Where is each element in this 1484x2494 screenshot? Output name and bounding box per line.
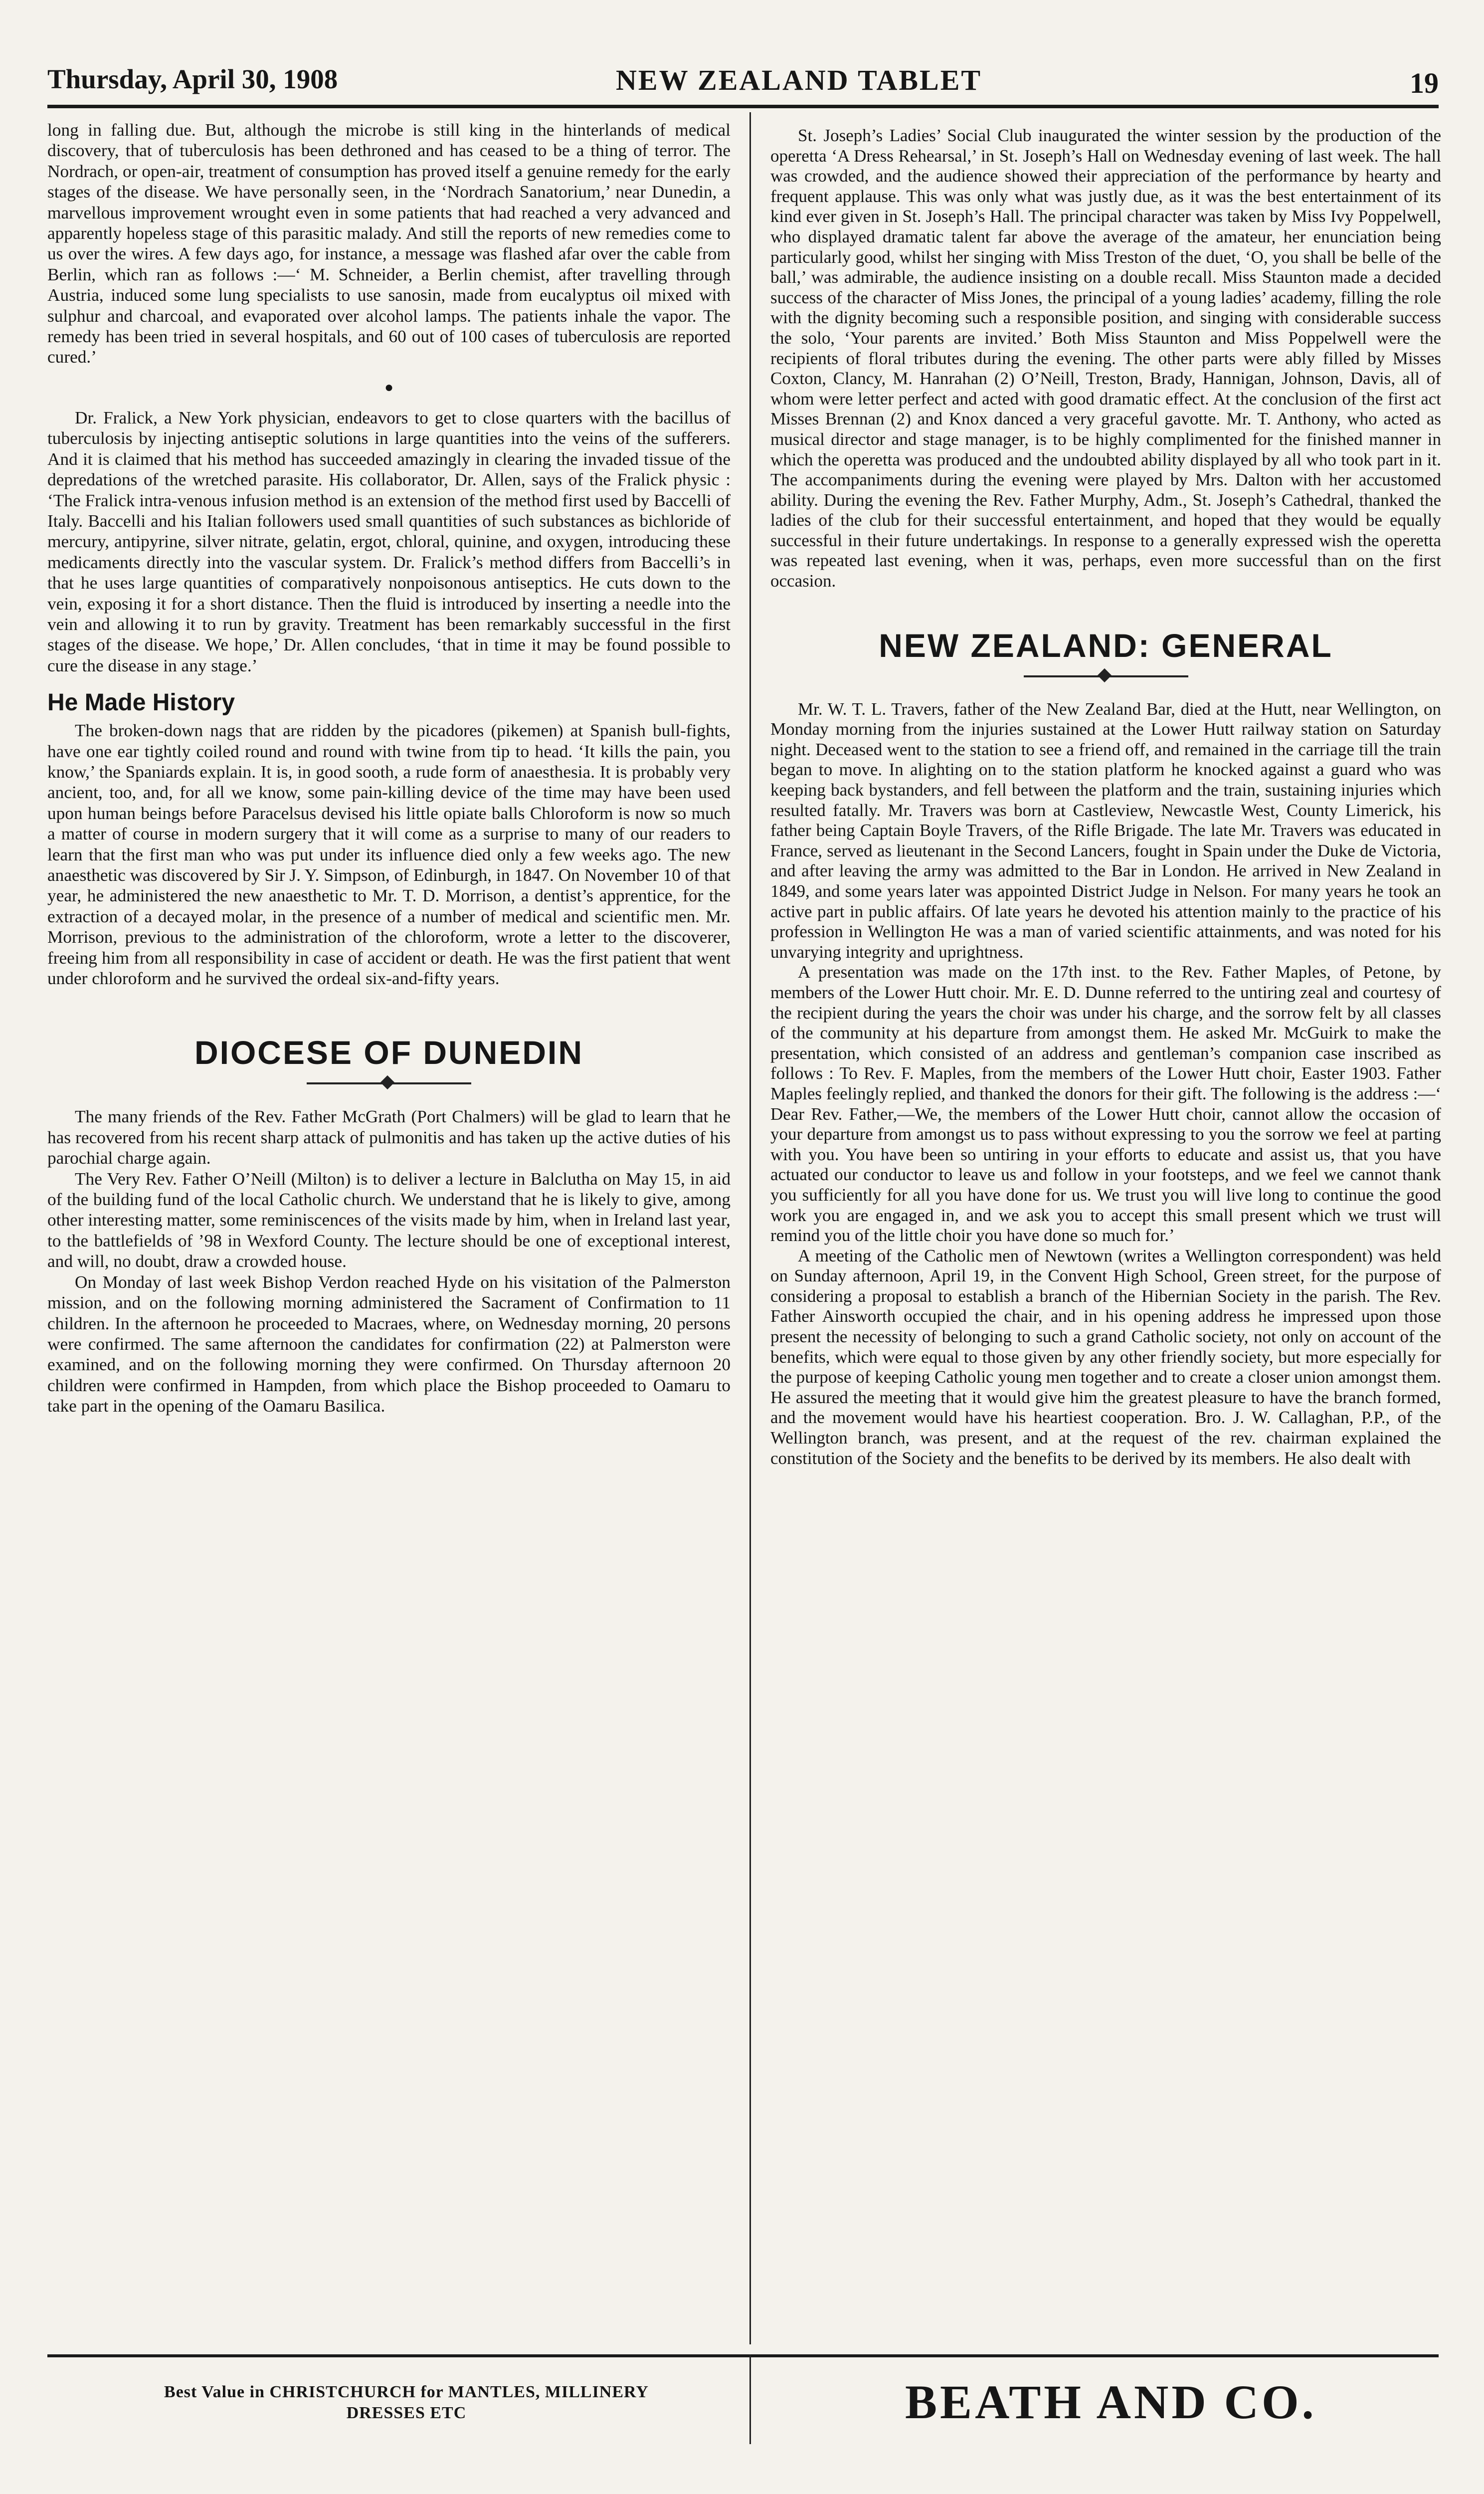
article-paragraph: long in falling due. But, although the microbe is still king in the hinterlands of medical discovery, that of tuberculosis has been dethroned and has ceased to be a thing of terror. The Nordrach, or open-air, treatment of consumption has proved itself a genuine remedy for the early stages of the disease. We have personally seen, in the ‘Nordrach Sanatorium,’ near Dunedin, a marvellous improvement wrought even in some patients that had reached a very advanced and apparently hopeless stage of this parasitic malady. And still the reports of new remedies come to us over the wires. A few days ago, for instance, a message was flashed afar over the cable from Berlin, which ran as follows :—‘ M. Schneider, a Berlin chemist, after travelling through Austria, induced some lung specialists to use sanosin, made from eucalyptus oil mixed with sulphur and charcoal, and evaporated over alcohol lamps. The patients inhale the vapor. The remedy has been tried in several hospitals, and 60 out of 100 cases of tuberculosis are reported cured.’: [47, 120, 731, 367]
article-paragraph: The many friends of the Rev. Father McGrath (Port Chalmers) will be glad to learn that he has recovered from his recent sharp attack of pulmonitis and has taken up the active duties of his parochial charge again.: [47, 1107, 731, 1168]
left-column: [47, 120, 731, 2344]
section-title: NEW ZEALAND: GENERAL: [879, 626, 1333, 664]
article-paragraph: St. Joseph’s Ladies’ Social Club inaugurated the winter session by the production of the operetta ‘A Dress Rehearsal,’ in St. Joseph’s Hall on Wednesday evening of last week. The hall was crowded, and the audience showed their appreciation of the performance by hearty and frequent applause. This was only what was justly due, as it was the best entertainment of its kind ever given in St. Joseph’s Hall. The principal character was taken by Miss Ivy Poppelwell, who displayed dramatic talent far above the average of the amateur, her enunciation being particularly good, whilst her singing with Miss Treston of the duet, ‘O, you shall be belle of the ball,’ was admirable, the audience insisting on a double recall. Miss Staunton made a decided success of the character of Miss Jones, the principal of a young ladies’ academy, filling the role with the dignity becoming such a responsible position, and singing with considerable success the solo, ‘Your parents are invited.’ Both Miss Staunton and Miss Poppelwell were the recipients of floral tributes during the evening. The other parts were ably filled by Misses Coxton, Clancy, M. Hanrahan (2) O’Neill, Treston, Brady, Hannigan, Johnson, Davis, all of whom were letter perfect and acted with good dramatic effect. At the conclusion of the first act Misses Brennan (2) and Knox danced a very graceful gavotte. Mr. T. Anthony, who acted as musical director and stage manager, is to be highly complimented for the finished manner in which the operetta was produced and the undoubted ability displayed by all who took part in it. The accompaniments during the evening were played by Mrs. Dalton with her accustomed ability. During the evening the Rev. Father Murphy, Adm., St. Joseph’s Cathedral, thanked the ladies of the club for their successful entertainment, and hoped that they would be equally successful in their future undertakings. In response to a generally expressed wish the operetta was repeated last evening, when it was, perhaps, even more successful than on the first occasion.: [770, 126, 1441, 591]
advertisement-right: BEATH AND CO.: [905, 2375, 1317, 2429]
section-rule: [1024, 675, 1188, 677]
section-heading: [47, 1034, 731, 1084]
footer-divider: [749, 2354, 751, 2444]
article-paragraph: Dr. Fralick, a New York physician, endeavors to get to close quarters with the bacillus of tuberculosis by injecting antiseptic solutions in large quantities into the veins of the sufferers. And it is claimed that his method has succeeded amazingly in clearing the invaded tissue of the depredations of the wretched parasite. His collaborator, Dr. Allen, says of the Fralick physic : ‘The Fralick intra-venous infusion method is an extension of the method first used by Baccelli of Italy. Baccelli and his Italian followers used small quantities of such substances as bichloride of mercury, antipyrine, silver nitrate, gelatin, ergot, chloral, quinine, and oxygen, introducing these medicaments directly into the vascular system. Dr. Fralick’s method differs from Baccelli’s in that he uses large quantities of comparatively nonpoisonous antiseptics. He cuts down to the vein, exposing it for a short distance. Then the fluid is introduced by inserting a needle into the vein and allowing it to run by gravity. Treatment has been remarkably successful in the first stages of the disease. We hope,’ Dr. Allen concludes, ‘that in time it may be found possible to cure the disease in any stage.’: [47, 408, 731, 675]
article-paragraph: A meeting of the Catholic men of Newtown (writes a Wellington correspondent) was held on Sunday afternoon, April 19, in the Convent High School, Green street, for the purpose of considering a proposal to establish a branch of the Hibernian Society in the parish. The Rev. Father Ainsworth occupied the chair, and in his opening address he impressed upon those present the necessity of belonging to such a grand Catholic society, not only on account of the benefits, which were equal to those given by any other friendly society, but more especially for the purpose of keeping Catholic young men together and to create a closer union amongst them. He assured the meeting that it would give him the greatest pleasure to have the branch formed, and the movement would have his heartiest cooperation. Bro. J. W. Callaghan, P.P., of the Wellington branch, was present, and at the request of the rev. chairman explained the constitution of the Society and the benefits to be derived by its members. He also dealt with: [770, 1246, 1441, 1468]
section-title: DIOCESE OF DUNEDIN: [194, 1034, 584, 1071]
paragraph-separator: ●: [384, 379, 394, 396]
page-number: 19: [1410, 67, 1439, 99]
diamond-ornament: [1097, 668, 1111, 682]
issue-date: Thursday, April 30, 1908: [47, 64, 338, 94]
right-column: [770, 120, 1441, 2344]
footer-rule: [47, 2354, 1439, 2357]
publication-title: NEW ZEALAND TABLET: [616, 64, 982, 96]
ad-line: Best Value in CHRISTCHURCH for MANTLES, MILLINERY: [164, 2383, 649, 2401]
advertisement-left: [157, 2382, 656, 2424]
column-divider: [749, 112, 751, 2344]
article-paragraph: Mr. W. T. L. Travers, father of the New Zealand Bar, died at the Hutt, near Wellington, on Monday morning from the injuries sustained at the Lower Hutt railway station on Saturday night. Deceased went to the station to see a friend off, and remained in the carriage till the train began to move. In alighting on to the station platform he knocked against a guard who was keeping back bystanders, and fell between the platform and the train, sustaining injuries which resulted fatally. Mr. Travers was born at Castleview, Newcastle West, County Limerick, his father being Captain Boyle Travers, of the Rifle Brigade. The late Mr. Travers was educated in France, served as lieutenant in the Second Lancers, fought in Spain under the Duke de Victoria, and after leaving the army was admitted to the Bar in London. He arrived in New Zealand in 1849, and some years later was appointed District Judge in Nelson. For many years he took an active part in public affairs. Of late years he devoted his attention mainly to the practice of his profession in Wellington He was a man of varied scientific attainments, and was noted for his unvarying integrity and uprightness.: [770, 699, 1441, 962]
article-paragraph: A presentation was made on the 17th inst. to the Rev. Father Maples, of Petone, by members of the Lower Hutt choir. Mr. E. D. Dunne referred to the untiring zeal and courtesy of the recipient during the years the choir was under his charge, and the sorrow felt by all classes of the community at his departure from amongst them. He asked Mr. McGuirk to make the presentation, which consisted of an address and gentleman’s companion case inscribed as follows : To Rev. F. Maples, from the members of the Lower Hutt choir, Easter 1903. Father Maples feelingly replied, and thanked the donors for their gift. The following is the address :—‘ Dear Rev. Father,—We, the members of the Lower Hutt choir, cannot allow the occasion of your departure from amongst us to pass without expressing to you the sorrow we feel at parting with you. You have been so untiring in your efforts to educate and assist us, that you have actuated our conductor to leave us and follow in your footsteps, and we feel we cannot thank you sufficiently for all you have done for us. We trust you will live long to continue the good work you are engaged in, and we ask you to accept this small present which we trust will remind you of the little choir you have done so much for.’: [770, 962, 1441, 1246]
section-rule: [307, 1082, 471, 1084]
page-header: [47, 57, 1439, 105]
section-heading: [770, 626, 1441, 677]
article-paragraph: On Monday of last week Bishop Verdon reached Hyde on his visitation of the Palmerston mission, and on the following morning administered the Sacrament of Confirmation to 11 children. In the afternoon he proceeded to Macraes, where, on Wednesday morning, 20 persons were confirmed. The same afternoon the candidates for confirmation (22) at Palmerston were examined, and on the following morning they were confirmed. On Thursday afternoon 20 children were confirmed in Hampden, from which place the Bishop proceeded to Oamaru to take part in the opening of the Oamaru Basilica.: [47, 1272, 731, 1416]
ad-line: DRESSES ETC: [346, 2404, 467, 2422]
article-paragraph: The Very Rev. Father O’Neill (Milton) is to deliver a lecture in Balclutha on May 15, in aid of the building fund of the local Catholic church. We understand that he is likely to give, among other interesting matter, some reminiscences of the visits made by him, when in Ireland last year, to the battlefields of ’98 in Wexford County. The lecture should be one of exceptional interest, and will, no doubt, draw a crowded house.: [47, 1169, 731, 1271]
header-rule: [47, 105, 1439, 108]
article-paragraph: The broken-down nags that are ridden by the picadores (pikemen) at Spanish bull-fights, have one ear tightly coiled round and round with twine from tip to head. ‘It kills the pain, you know,’ the Spaniards explain. It is, in good sooth, a rude form of anaesthesia. It is probably very ancient, too, and, for all we know, some pain-killing device of the time may have been used upon human beings before Paracelsus devised his little opiate balls Chloroform is now so much a matter of course in modern surgery that it will come as a surprise to many of our readers to learn that the first man who was put under its influence died only a few weeks ago. The new anaesthetic was discovered by Sir J. Y. Simpson, of Edinburgh, in 1847. On November 10 of that year, he administered the new anaesthetic to Mr. T. D. Morrison, a dentist’s apprentice, for the extraction of a decayed molar, in the presence of a number of medical and scientific men. Mr. Morrison, previous to the administration of the chloroform, wrote a letter to the discoverer, freeing him from all responsibility in case of accident or death. He was the first patient that went under chloroform and he survived the ordeal six-and-fifty years.: [47, 721, 731, 989]
page-footer: [47, 2354, 1439, 2454]
subheading: He Made History: [47, 689, 235, 716]
diamond-ornament: [380, 1075, 394, 1089]
